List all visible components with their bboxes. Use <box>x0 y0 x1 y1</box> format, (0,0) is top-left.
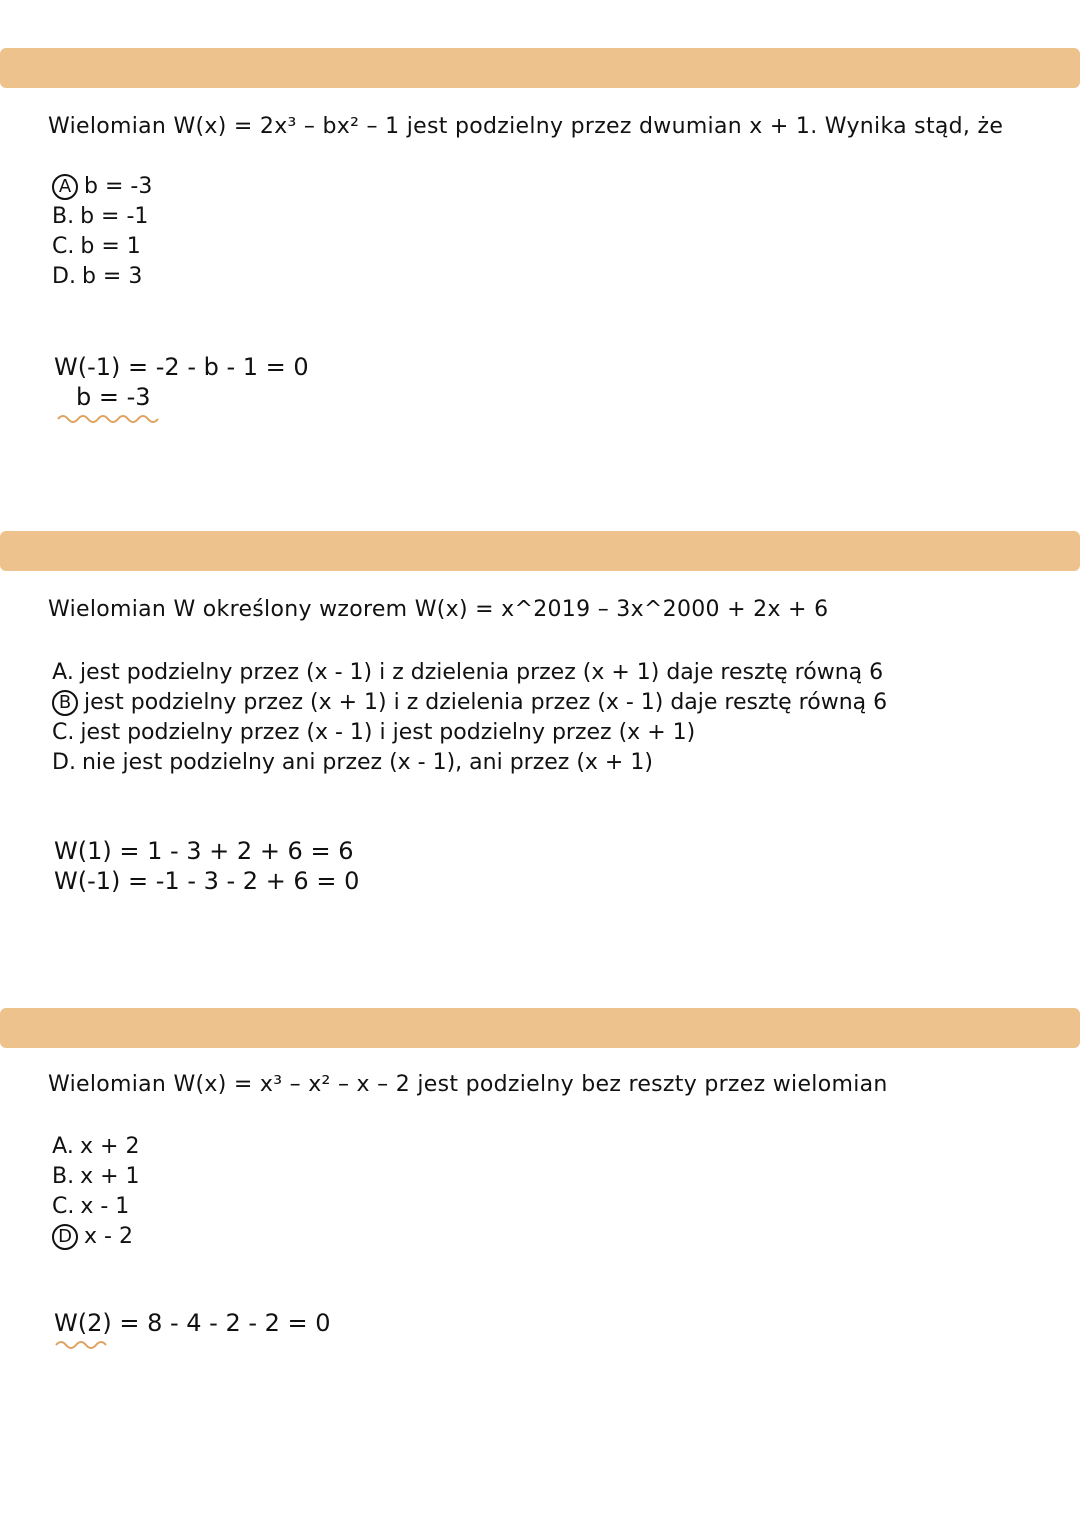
question-2-option-d <box>52 748 887 778</box>
section-2-header-band <box>0 531 1080 571</box>
option-text: b = 3 <box>81 264 143 289</box>
option-letter: C. <box>52 1194 75 1219</box>
option-text: x - 2 <box>84 1224 133 1249</box>
option-letter: C. <box>52 234 75 259</box>
option-letter: D. <box>52 264 76 289</box>
solution-line: W(-1) = -1 - 3 - 2 + 6 = 0 <box>54 867 360 895</box>
option-text: x + 1 <box>80 1164 140 1189</box>
option-letter: C. <box>52 720 75 745</box>
section-3-header-band <box>0 1008 1080 1048</box>
question-1-option-a <box>52 172 152 202</box>
question-3-text: Wielomian W(x) = x³ – x² – x – 2 jest podzielny bez reszty przez wielomian <box>48 1072 888 1097</box>
question-2-text: Wielomian W określony wzorem W(x) = x^2019 – 3x^2000 + 2x + 6 <box>48 597 829 622</box>
question-3-option-b <box>52 1162 140 1192</box>
question-1-option-c <box>52 232 152 262</box>
option-letter: A. <box>52 1134 74 1159</box>
question-2-option-b <box>52 688 887 718</box>
question-3-option-d <box>52 1222 140 1252</box>
solution-result: b = -3 <box>76 383 151 411</box>
question-1-solution <box>54 352 309 424</box>
option-text: b = -3 <box>84 174 153 199</box>
question-1-option-b <box>52 202 152 232</box>
question-3-option-a <box>52 1132 140 1162</box>
option-text: b = 1 <box>80 234 141 259</box>
solution-line: W(-1) = -2 - b - 1 = 0 <box>54 353 309 381</box>
question-1-option-d <box>52 262 152 292</box>
option-text: x + 2 <box>80 1134 140 1159</box>
question-2-option-c <box>52 718 887 748</box>
option-letter: D <box>52 1224 78 1250</box>
option-letter: A. <box>52 660 74 685</box>
option-letter: B. <box>52 1164 75 1189</box>
question-2-solution <box>54 836 359 896</box>
underline-squiggle <box>54 1338 114 1350</box>
solution-line: W(1) = 1 - 3 + 2 + 6 = 6 <box>54 837 354 865</box>
option-text: jest podzielny przez (x + 1) i z dzielenia przez (x - 1) daje resztę równą 6 <box>84 690 888 715</box>
option-text: jest podzielny przez (x - 1) i z dzielenia przez (x + 1) daje resztę równą 6 <box>80 660 884 685</box>
question-3-solution <box>54 1308 331 1350</box>
solution-line: W(2) = 8 - 4 - 2 - 2 = 0 <box>54 1309 331 1337</box>
question-2-option-a <box>52 658 887 688</box>
question-3-option-c <box>52 1192 140 1222</box>
option-text: b = -1 <box>80 204 149 229</box>
question-2-options <box>52 658 887 778</box>
option-text: x - 1 <box>80 1194 130 1219</box>
option-letter: B <box>52 690 78 716</box>
option-letter: D. <box>52 750 76 775</box>
section-1-header-band <box>0 48 1080 88</box>
underline-squiggle <box>54 412 164 424</box>
option-letter: A <box>52 174 78 200</box>
question-1-options <box>52 172 152 292</box>
question-3-options <box>52 1132 140 1252</box>
option-letter: B. <box>52 204 75 229</box>
option-text: jest podzielny przez (x - 1) i jest podzielny przez (x + 1) <box>80 720 696 745</box>
question-1-text: Wielomian W(x) = 2x³ – bx² – 1 jest podzielny przez dwumian x + 1. Wynika stąd, że <box>48 114 1004 139</box>
option-text: nie jest podzielny ani przez (x - 1), ani przez (x + 1) <box>81 750 653 775</box>
